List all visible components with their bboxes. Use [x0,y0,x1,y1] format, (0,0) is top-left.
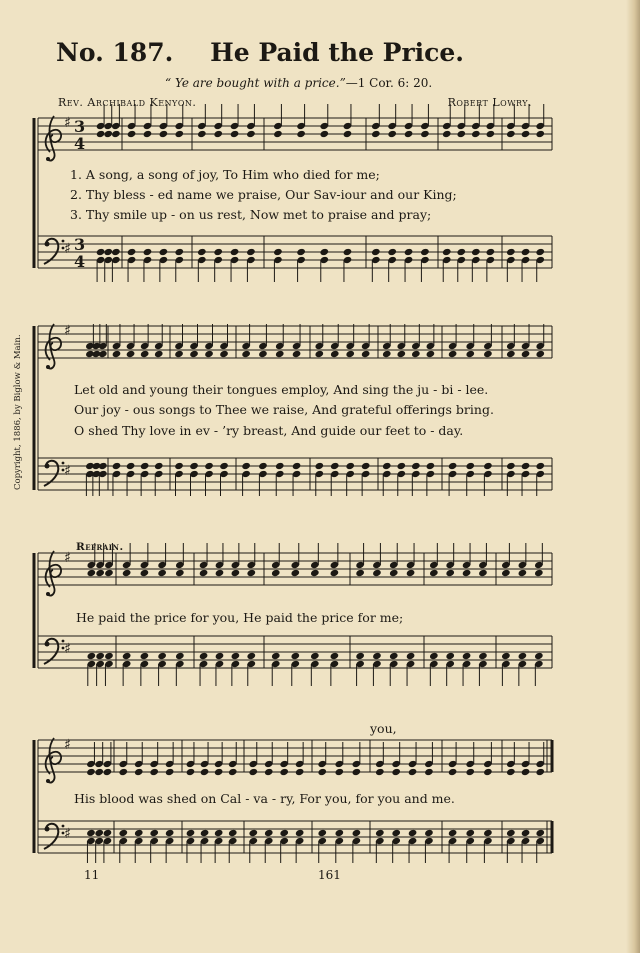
note-head [521,829,531,837]
note-head [471,130,481,138]
note-head [271,652,281,660]
note-head [406,652,416,660]
note-head [404,130,414,138]
note-head [448,350,458,358]
note-head [258,462,268,470]
note-head [174,462,184,470]
scripture-reference: —1 Cor. 6: 20. [345,76,433,90]
key-signature-sharp: ♯ [64,550,71,566]
note-head [94,829,104,837]
note-head [165,768,175,776]
note-head [248,768,258,776]
note-head [471,248,481,256]
note-head [200,768,210,776]
note-head [396,350,406,358]
note-head [292,350,302,358]
note-head [534,569,544,577]
note-head [330,350,340,358]
note-head [140,569,150,577]
note-head [375,768,385,776]
note-head [246,248,256,256]
note-head [111,130,121,138]
key-signature-sharp: ♯ [64,463,71,479]
note-head [264,829,274,837]
note-head [345,462,355,470]
note-head [442,130,452,138]
time-signature-bottom: 4 [74,252,86,271]
refrain-label: Refrain. [76,541,124,553]
note-head [518,652,528,660]
note-head [408,768,418,776]
lyric-refrain-line2: His blood was shed on Cal - va - ry, For you, for you and me. [74,791,455,806]
note-head [228,768,238,776]
note-head [95,652,105,660]
lyric-verse1-line1: 1. A song, a song of joy, To Him who died for me; [70,167,380,182]
note-head [426,462,436,470]
note-head [465,350,475,358]
lyric-verse3-line2: O shed Thy love in ev - ’ry breast, And guide our feet to - day. [74,423,464,438]
note-head [506,248,516,256]
note-head [345,350,355,358]
note-head [87,652,97,660]
note-head [521,248,531,256]
time-signature-bottom: 4 [74,134,86,153]
note-head [518,569,528,577]
note-head [361,462,371,470]
note-head [98,350,108,358]
note-head [429,569,439,577]
note-head [387,130,397,138]
hymn-number: No. 187. [56,38,174,67]
note-head [241,350,251,358]
note-head [118,829,128,837]
note-head [292,462,302,470]
note-head [448,829,458,837]
note-head [465,768,475,776]
note-head [103,248,113,256]
time-signature-top: 3 [74,235,86,254]
note-head [372,569,382,577]
note-head [319,130,329,138]
note-head [96,248,106,256]
lyric-refrain-upper-word: you, [370,721,397,736]
note-head [406,569,416,577]
note-head [404,248,414,256]
note-head [456,130,466,138]
note-head [310,569,320,577]
note-head [501,569,511,577]
note-head [535,350,545,358]
note-head [310,652,320,660]
note-head [389,569,399,577]
author-credit: Rev. Archibald Kenyon. [58,96,197,109]
note-head [483,768,493,776]
note-head [189,350,199,358]
note-head [535,829,545,837]
note-head [231,652,241,660]
note-head [200,829,210,837]
note-head [98,462,108,470]
composer-credit: Robert Lowry. [447,96,532,109]
note-head [149,829,159,837]
note-head [230,248,240,256]
note-head [442,248,452,256]
note-head [157,569,167,577]
treble-clef [46,551,61,596]
note-head [197,248,207,256]
note-head [296,130,306,138]
note-head [408,829,418,837]
note-head [445,569,455,577]
treble-clef [46,738,61,783]
note-head [371,130,381,138]
note-head [126,350,136,358]
note-head [204,350,214,358]
note-head [258,350,268,358]
note-head [214,829,224,837]
lyric-verse3-line1: 3. Thy smile up - on us rest, Now met to praise and pray; [70,207,432,222]
note-head [204,462,214,470]
note-head [290,569,300,577]
note-head [424,768,434,776]
note-head [445,652,455,660]
note-head [411,350,421,358]
note-head [382,350,392,358]
scripture-quote: “ Ye are bought with a price.” [165,76,346,90]
note-head [424,829,434,837]
key-signature-sharp: ♯ [64,826,71,842]
note-head [186,768,196,776]
note-head [174,130,184,138]
note-head [246,652,256,660]
note-head [134,768,144,776]
note-head [96,130,106,138]
note-head [154,462,164,470]
note-head [174,248,184,256]
note-head [506,130,516,138]
note-head [535,768,545,776]
note-head [214,768,224,776]
note-head [143,248,153,256]
note-head [165,829,175,837]
note-head [127,248,137,256]
note-head [273,248,283,256]
note-head [140,652,150,660]
note-head [175,652,185,660]
note-head [317,829,327,837]
lyric-verse2-line2: Our joy - ous songs to Thee we raise, And grateful offerings bring. [74,402,494,417]
lyric-verse2-line1: 2. Thy bless - ed name we praise, Our Sav-iour and our King; [70,187,457,202]
note-head [330,652,340,660]
key-signature-sharp: ♯ [64,641,71,657]
note-head [478,652,488,660]
note-head [506,350,516,358]
note-head [215,569,225,577]
note-head [420,248,430,256]
key-signature-sharp: ♯ [64,737,71,753]
note-head [122,569,132,577]
note-head [279,768,289,776]
note-head [228,829,238,837]
time-signature-top: 3 [74,117,86,136]
note-head [355,569,365,577]
note-head [174,350,184,358]
note-head [197,130,207,138]
note-head [264,768,274,776]
note-head [103,768,113,776]
note-head [140,462,150,470]
note-head [213,248,223,256]
note-head [314,350,324,358]
note-head [352,829,362,837]
lyric-refrain-line1: He paid the price for you, He paid the price for me; [76,610,404,625]
treble-clef [46,116,61,161]
key-signature-sharp: ♯ [64,323,71,339]
note-head [95,569,105,577]
signature-mark: 11 [84,868,100,882]
note-head [465,829,475,837]
note-head [215,652,225,660]
note-head [372,652,382,660]
note-head [219,462,229,470]
note-head [230,130,240,138]
note-head [199,569,209,577]
note-head [483,462,493,470]
note-head [483,829,493,837]
note-head [231,569,241,577]
note-head [506,462,516,470]
note-head [186,829,196,837]
note-head [86,829,96,837]
note-head [87,569,97,577]
note-head [330,569,340,577]
note-head [159,130,169,138]
note-head [355,652,365,660]
note-head [535,130,545,138]
note-head [382,462,392,470]
note-head [219,350,229,358]
note-head [159,248,169,256]
note-head [335,829,345,837]
note-head [411,462,421,470]
note-head [448,462,458,470]
note-head [426,350,436,358]
note-head [343,248,353,256]
note-head [248,829,258,837]
note-head [448,768,458,776]
note-head [104,569,114,577]
note-head [154,350,164,358]
note-head [535,248,545,256]
note-head [501,652,511,660]
note-head [103,130,113,138]
note-head [521,768,531,776]
note-head [175,569,185,577]
hymn-title: He Paid the Price. [210,38,464,67]
page-number: 161 [318,868,341,882]
note-head [143,130,153,138]
note-head [486,248,496,256]
note-head [396,462,406,470]
note-head [241,462,251,470]
note-head [140,350,150,358]
note-head [534,652,544,660]
note-head [213,130,223,138]
note-head [86,768,96,776]
note-head [149,768,159,776]
note-head [296,248,306,256]
note-head [157,652,167,660]
note-head [506,829,516,837]
note-head [462,569,472,577]
note-head [271,569,281,577]
key-signature-sharp: ♯ [64,115,71,131]
note-head [104,652,114,660]
note-head [343,130,353,138]
note-head [111,248,121,256]
note-head [314,462,324,470]
note-head [456,248,466,256]
treble-clef [46,324,61,369]
note-head [126,462,136,470]
note-head [420,130,430,138]
note-head [521,462,531,470]
copyright-notice: Copyright, 1886, by Biglow & Main. [13,334,23,490]
note-head [246,130,256,138]
note-head [483,350,493,358]
note-head [127,130,137,138]
note-head [112,462,122,470]
note-head [465,462,475,470]
note-head [429,652,439,660]
note-head [295,768,305,776]
note-head [391,768,401,776]
lyric-verse1-line2: Let old and young their tongues employ, And sing the ju - bi - lee. [74,382,489,397]
note-head [375,829,385,837]
note-head [246,569,256,577]
note-head [112,350,122,358]
note-head [335,768,345,776]
note-head [199,652,209,660]
note-head [295,829,305,837]
note-head [391,829,401,837]
note-head [103,829,113,837]
note-head [387,248,397,256]
note-head [290,652,300,660]
note-head [361,350,371,358]
note-head [94,768,104,776]
note-head [535,462,545,470]
note-head [486,130,496,138]
key-signature-sharp: ♯ [64,241,71,257]
note-head [462,652,472,660]
note-head [352,768,362,776]
note-head [275,350,285,358]
note-head [330,462,340,470]
note-head [478,569,488,577]
note-head [506,768,516,776]
note-head [122,652,132,660]
note-head [521,350,531,358]
note-head [389,652,399,660]
note-head [317,768,327,776]
note-head [189,462,199,470]
note-head [134,829,144,837]
note-head [319,248,329,256]
note-head [275,462,285,470]
note-head [371,248,381,256]
note-head [521,130,531,138]
note-head [273,130,283,138]
note-head [279,829,289,837]
note-head [118,768,128,776]
